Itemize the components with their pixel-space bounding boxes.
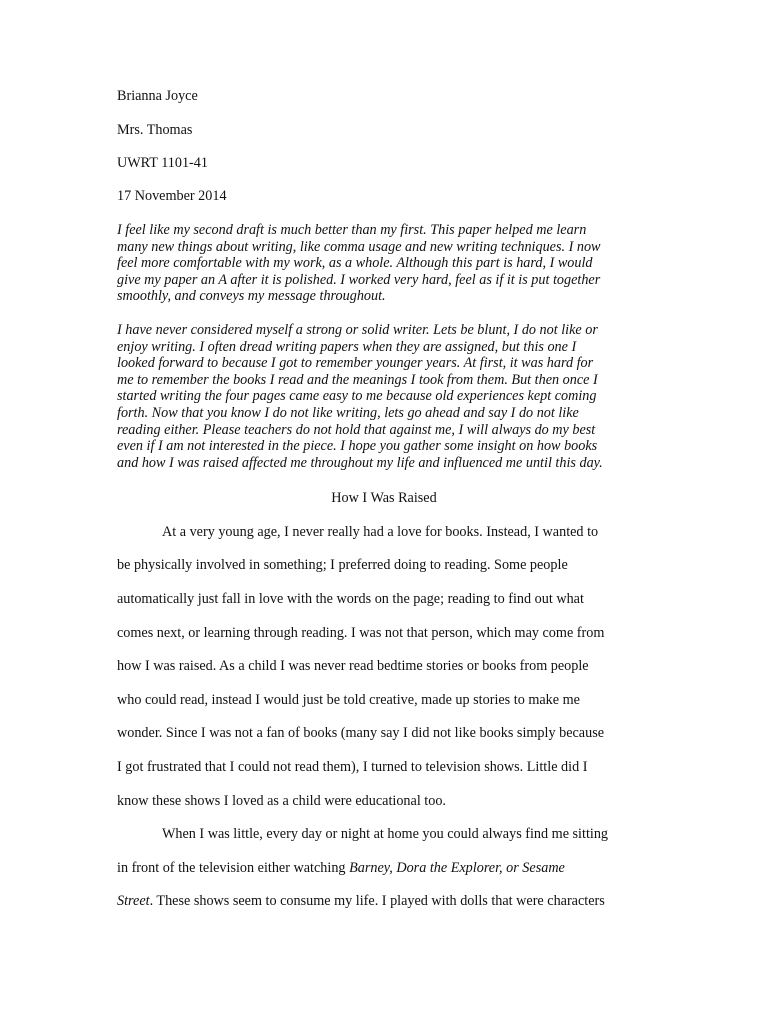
essay-line: wonder. Since I was not a fan of books (many say I did not like books simply because	[117, 725, 605, 741]
reflection-line: me to remember the books I read and the meanings I took from them. But then once I	[117, 371, 598, 388]
reflection-paragraph-1	[117, 222, 657, 305]
reflection-line: reading either. Please teachers do not hold that against me, I will always do my best	[117, 421, 596, 438]
essay-line: be physically involved in something; I preferred doing to reading. Some people	[117, 557, 568, 573]
essay-line	[117, 893, 605, 910]
reflection-line: even if I am not interested in the piece. I hope you gather some insight on how books	[117, 438, 598, 455]
reflection-line: started writing the four pages came easy to me because old experiences kept coming	[117, 388, 597, 405]
essay-line: know these shows I loved as a child were educational too.	[117, 793, 446, 809]
reflection-line: smoothly, and conveys my message throughout.	[117, 288, 386, 305]
reflection-line: give my paper an A after it is polished. I worked very hard, feel as if it is put together	[117, 271, 601, 288]
essay-line: who could read, instead I would just be told creative, made up stories to make me	[117, 692, 580, 708]
date-line: 17 November 2014	[117, 188, 227, 204]
reflection-paragraph-2	[117, 322, 657, 471]
reflection-line: and how I was raised affected me throughout my life and influenced me until this day.	[117, 454, 603, 471]
reflection-line: feel more comfortable with my work, as a whole. Although this part is hard, I would	[117, 255, 593, 272]
essay-line: how I was raised. As a child I was never read bedtime stories or books from people	[117, 658, 589, 674]
essay-text: in front of the television either watching	[117, 860, 350, 876]
reflection-line: forth. Now that you know I do not like writing, lets go ahead and say I do not like	[117, 404, 579, 421]
essay-line: At a very young age, I never really had a love for books. Instead, I wanted to	[162, 524, 599, 540]
show-title: Street	[117, 893, 150, 909]
reflection-line: I have never considered myself a strong or solid writer. Lets be blunt, I do not like or	[117, 322, 598, 338]
essay-title: How I Was Raised	[331, 490, 437, 506]
teacher-name: Mrs. Thomas	[117, 122, 193, 138]
essay-line: When I was little, every day or night at home you could always find me sitting	[162, 826, 609, 842]
essay-text: . These shows seem to consume my life. I played with dolls that were characters	[149, 893, 605, 909]
show-titles: Barney, Dora the Explorer, or Sesame	[349, 860, 565, 876]
essay-line: I got frustrated that I could not read them), I turned to television shows. Little did I	[117, 759, 588, 775]
reflection-line: many new things about writing, like comma usage and new writing techniques. I now	[117, 238, 601, 255]
essay-line: comes next, or learning through reading. I was not that person, which may come from	[117, 625, 605, 641]
essay-line: automatically just fall in love with the words on the page; reading to find out what	[117, 591, 584, 607]
reflection-line: I feel like my second draft is much better than my first. This paper helped me learn	[117, 222, 587, 238]
essay-line	[117, 860, 565, 877]
reflection-line: looked forward to because I got to remember younger years. At first, it was hard for	[117, 355, 594, 372]
author-name: Brianna Joyce	[117, 88, 198, 104]
reflection-line: enjoy writing. I often dread writing papers when they are assigned, but this one I	[117, 338, 577, 355]
course-code: UWRT 1101-41	[117, 155, 208, 171]
